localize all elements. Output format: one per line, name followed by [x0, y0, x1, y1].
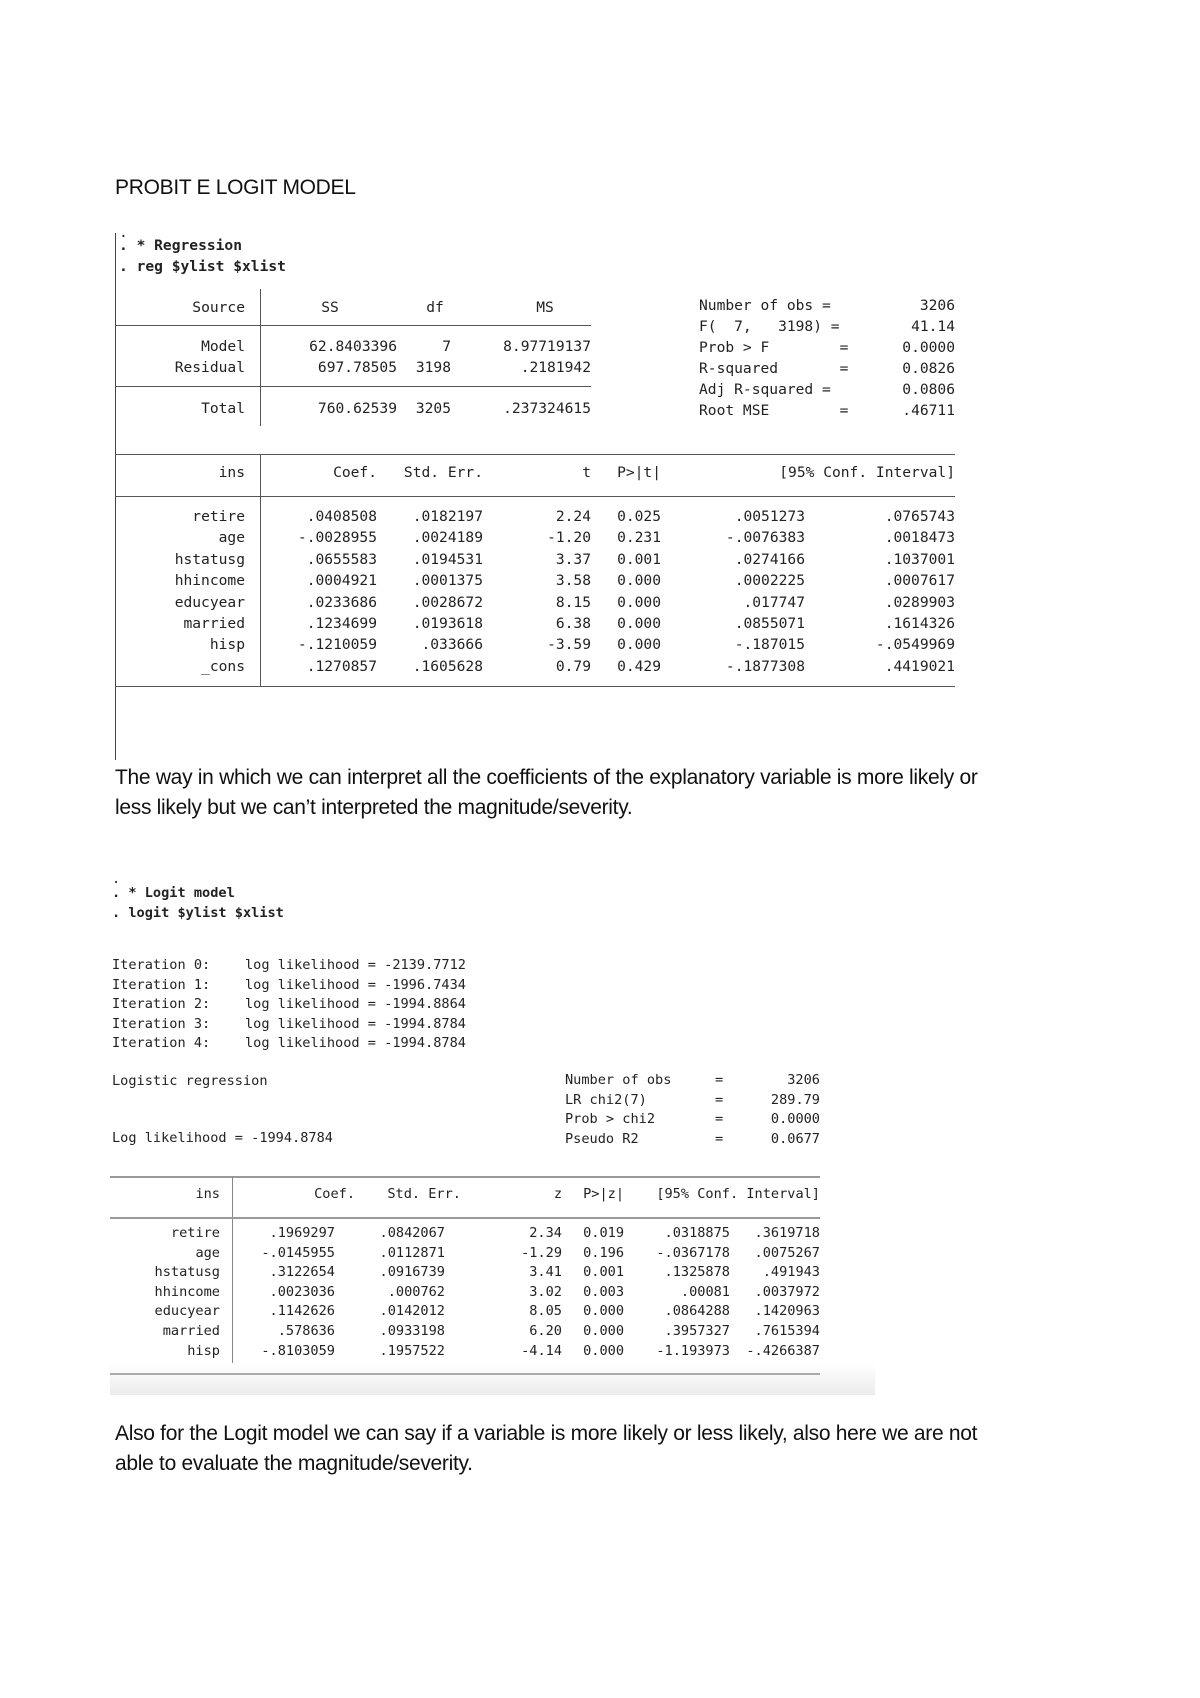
- coef-se: .0842067: [379, 1225, 445, 1241]
- coef-z: 3.02: [529, 1283, 562, 1300]
- iteration-text: log likelihood = -1994.8784: [245, 1035, 466, 1051]
- logit-top-rule: [110, 1176, 820, 1178]
- paragraph-1-line-2: less likely but we can’t interpreted the magnitude/severity.: [115, 796, 633, 819]
- iteration-label: Iteration 4:: [112, 1035, 211, 1051]
- coef-ci-high: .3619718: [754, 1225, 820, 1241]
- logit-vertical-divider: [232, 1177, 233, 1373]
- stat-equals: =: [715, 1072, 724, 1088]
- logit-header-rule: [110, 1217, 820, 1219]
- command-dot: .: [112, 871, 121, 887]
- anova-vertical-divider: [260, 289, 261, 426]
- stat-label: Pseudo R2: [565, 1130, 639, 1147]
- stat-label: Number of obs: [565, 1072, 672, 1088]
- coef-var: hhincome: [154, 1283, 220, 1300]
- coef-var: married: [183, 615, 245, 632]
- stat-equals: =: [715, 1111, 724, 1127]
- logit-output-screenshot: [110, 871, 875, 1395]
- anova-header-source: Source: [192, 299, 245, 316]
- coef-ci-high: .0018473: [884, 529, 955, 547]
- coef-p: 0.000: [583, 1303, 624, 1320]
- logit-comment: . * Logit model: [112, 885, 235, 901]
- anova-ms: 8.97719137: [503, 338, 591, 355]
- coef-p: 0.429: [617, 657, 661, 675]
- coef-ci-low: -.0367178: [656, 1244, 730, 1261]
- coef-ci-low: .1325878: [664, 1264, 730, 1281]
- coef-se: .1605628: [412, 657, 483, 675]
- coef-t: 0.79: [555, 657, 591, 675]
- coef-ci-low: .0274166: [734, 550, 805, 568]
- coef-var: married: [162, 1323, 220, 1339]
- coef-ci-high: .0075267: [754, 1244, 820, 1261]
- iteration-text: log likelihood = -2139.7712: [245, 957, 466, 973]
- iteration-label: Iteration 2:: [112, 996, 211, 1012]
- anova-divider: [115, 325, 591, 326]
- coef-t: 6.38: [555, 615, 591, 632]
- stat-value: 3206: [919, 297, 955, 314]
- coef-top-rule: [115, 454, 955, 455]
- anova-header-ss: SS: [321, 299, 339, 316]
- stat-label: R-squared =: [699, 360, 849, 377]
- coef-ci-low: -1.193973: [656, 1342, 730, 1359]
- coef-bottom-rule: [115, 686, 955, 687]
- coef-se: .0142012: [379, 1303, 445, 1320]
- coef-se: .0024189: [412, 529, 483, 547]
- coef-value: .578636: [277, 1323, 335, 1339]
- coef-p: 0.000: [617, 593, 661, 611]
- anova-source: Residual: [174, 359, 245, 376]
- interpretation-paragraph-2: [115, 1419, 1105, 1479]
- interpretation-paragraph-1: [115, 763, 1105, 823]
- stat-value: 3206: [787, 1072, 820, 1088]
- coef-header-se: Std. Err.: [403, 464, 483, 481]
- coef-ci-high: .1614326: [884, 615, 955, 632]
- coef-value: -.1210059: [297, 636, 377, 654]
- anova-header-ms: MS: [536, 299, 554, 316]
- coef-value: .0233686: [306, 593, 377, 611]
- coef-value: .0004921: [306, 572, 377, 590]
- coef-p: 0.196: [583, 1244, 624, 1261]
- coef-ci-low: .0051273: [734, 508, 805, 525]
- coef-se: .1957522: [379, 1342, 445, 1359]
- logit-command: . logit $ylist $xlist: [112, 905, 284, 921]
- iteration-text: log likelihood = -1994.8784: [245, 1015, 466, 1032]
- coef-p: 0.000: [583, 1342, 624, 1359]
- anova-total-divider: [115, 386, 591, 387]
- coef-ci-high: .1037001: [884, 550, 955, 568]
- iteration-text: log likelihood = -1994.8864: [245, 996, 466, 1012]
- coef-value: -.8103059: [261, 1342, 335, 1359]
- logit-header-se: Std. Err.: [387, 1186, 461, 1202]
- coef-var: retire: [192, 508, 245, 525]
- coef-se: .0182197: [412, 508, 483, 525]
- anova-ms: .2181942: [520, 359, 591, 376]
- coef-var: hisp: [209, 636, 245, 654]
- stat-value: 289.79: [770, 1091, 820, 1108]
- coef-ci-low: .0855071: [734, 615, 805, 632]
- coef-value: .1142626: [269, 1303, 335, 1320]
- coef-se: .0916739: [379, 1264, 445, 1281]
- coef-ci-low: .0318875: [664, 1225, 730, 1241]
- coef-var: _cons: [201, 657, 245, 675]
- logit-header-var: ins: [195, 1186, 220, 1202]
- coef-p: 0.000: [617, 615, 661, 632]
- coef-ci-high: .491943: [762, 1264, 820, 1281]
- coef-ci-high: -.0549969: [875, 636, 955, 654]
- coef-ci-high: .0765743: [884, 508, 955, 525]
- coef-p: 0.019: [583, 1225, 624, 1241]
- stat-label: Adj R-squared =: [699, 381, 831, 398]
- coef-p: 0.000: [617, 636, 661, 654]
- anova-header-df: df: [426, 299, 444, 316]
- coef-se: .033666: [421, 636, 483, 654]
- coef-z: 3.41: [529, 1264, 562, 1281]
- document-heading: PROBIT E LOGIT MODEL: [115, 176, 356, 199]
- paragraph-2-line-1: Also for the Logit model we can say if a variable is more likely or less likely, also here we are not: [115, 1422, 978, 1445]
- coef-value: -.0145955: [261, 1244, 335, 1261]
- coef-header-t: t: [582, 464, 591, 481]
- coef-se: .0194531: [412, 550, 483, 568]
- coef-var: hhincome: [174, 572, 245, 590]
- iteration-label: Iteration 3:: [112, 1015, 211, 1032]
- logit-header-coef: Coef.: [314, 1186, 355, 1202]
- coef-z: -1.29: [521, 1244, 562, 1261]
- paragraph-1-line-1: The way in which we can interpret all the coefficients of the explanatory variable is more likely or: [115, 766, 978, 789]
- coef-t: -3.59: [547, 636, 591, 654]
- anova-df: 3198: [415, 359, 451, 376]
- coef-value: .1969297: [269, 1225, 335, 1241]
- anova-ss: 62.8403396: [309, 338, 397, 355]
- stat-value: 0.0826: [902, 360, 955, 377]
- stat-label: Root MSE =: [699, 402, 849, 419]
- stat-value: 0.0677: [770, 1130, 820, 1147]
- regression-output-screenshot: [115, 224, 955, 760]
- logit-bottom-rule: [110, 1373, 820, 1375]
- coef-var: educyear: [154, 1303, 220, 1320]
- coef-ci-low: .017747: [743, 593, 805, 611]
- coef-se: .0933198: [379, 1323, 445, 1339]
- coef-value: .1270857: [306, 657, 377, 675]
- coef-ci-low: .0864288: [664, 1303, 730, 1320]
- coef-p: 0.025: [617, 508, 661, 525]
- logit-header-z: z: [553, 1186, 562, 1202]
- model-title: Logistic regression: [112, 1073, 268, 1089]
- coef-header-coef: Coef.: [333, 464, 377, 481]
- coef-var: hstatusg: [154, 1264, 220, 1281]
- coef-p: 0.001: [617, 550, 661, 568]
- coef-ci-low: .00081: [680, 1283, 730, 1300]
- coef-ci-low: -.187015: [734, 636, 805, 654]
- stat-value: 0.0000: [902, 339, 955, 356]
- screenshot-bottom-shadow: [110, 1363, 875, 1395]
- logit-header-ci: [95% Conf. Interval]: [656, 1186, 820, 1202]
- coef-ci-high: .0289903: [884, 593, 955, 611]
- coef-p: 0.000: [617, 572, 661, 590]
- anova-total-ss: 760.62539: [317, 400, 397, 417]
- command-dot: .: [119, 224, 128, 241]
- stat-label: F( 7, 3198) =: [699, 318, 840, 335]
- coef-p: 0.000: [583, 1323, 624, 1339]
- coef-value: .0408508: [306, 508, 377, 525]
- iteration-label: Iteration 0:: [112, 957, 211, 973]
- coef-value: .3122654: [269, 1264, 335, 1281]
- coef-ci-high: .0007617: [884, 572, 955, 590]
- log-likelihood: Log likelihood = -1994.8784: [112, 1130, 333, 1146]
- iteration-label: Iteration 1:: [112, 976, 211, 993]
- coef-se: .0028672: [412, 593, 483, 611]
- coef-ci-low: .3957327: [664, 1323, 730, 1339]
- coef-header-ci: [95% Conf. Interval]: [779, 464, 955, 481]
- stat-equals: =: [715, 1091, 724, 1108]
- coef-t: 3.58: [555, 572, 591, 590]
- anova-source: Model: [201, 338, 245, 355]
- coef-se: .0193618: [412, 615, 483, 632]
- coef-ci-low: -.1877308: [725, 657, 805, 675]
- coef-ci-high: .4419021: [884, 657, 955, 675]
- coef-ci-low: -.0076383: [725, 529, 805, 547]
- regression-comment: . * Regression: [119, 237, 243, 254]
- coef-z: -4.14: [521, 1342, 562, 1359]
- regression-command: . reg $ylist $xlist: [119, 258, 286, 275]
- stat-value: 0.0806: [902, 381, 955, 398]
- anova-total-source: Total: [201, 400, 245, 417]
- stat-label: Prob > F =: [699, 339, 849, 356]
- coef-p: 0.003: [583, 1283, 624, 1300]
- coef-ci-high: .7615394: [754, 1323, 820, 1339]
- stat-equals: =: [715, 1130, 724, 1147]
- coef-se: .000762: [387, 1283, 445, 1300]
- coef-se: .0001375: [412, 572, 483, 590]
- stat-label: LR chi2(7): [565, 1091, 647, 1108]
- coef-header-p: P>|t|: [617, 464, 661, 481]
- coef-z: 6.20: [529, 1323, 562, 1339]
- logit-header-p: P>|z|: [583, 1186, 624, 1202]
- stat-value: 0.0000: [770, 1111, 820, 1127]
- anova-df: 7: [442, 338, 451, 355]
- coef-var: hisp: [187, 1342, 220, 1359]
- anova-total-ms: .237324615: [503, 400, 591, 417]
- coef-z: 8.05: [529, 1303, 562, 1320]
- coef-t: 8.15: [555, 593, 591, 611]
- anova-ss: 697.78505: [317, 359, 397, 376]
- stat-value: 41.14: [911, 318, 955, 335]
- stat-label: Number of obs =: [699, 297, 831, 314]
- coef-header-rule: [115, 496, 955, 497]
- stat-value: .46711: [902, 402, 955, 419]
- coef-se: .0112871: [379, 1244, 445, 1261]
- coef-value: .0023036: [269, 1283, 335, 1300]
- coef-ci-high: -.4266387: [746, 1342, 820, 1359]
- stat-label: Prob > chi2: [565, 1111, 656, 1127]
- coef-header-var: ins: [218, 464, 245, 481]
- coef-ci-high: .0037972: [754, 1283, 820, 1300]
- coef-t: 3.37: [555, 550, 591, 568]
- coef-ci-low: .0002225: [734, 572, 805, 590]
- coef-vertical-divider: [260, 454, 261, 687]
- coef-value: .1234699: [306, 615, 377, 632]
- coef-var: retire: [170, 1225, 220, 1241]
- iteration-text: log likelihood = -1996.7434: [245, 976, 466, 993]
- coef-var: age: [195, 1244, 220, 1261]
- coef-z: 2.34: [529, 1225, 562, 1241]
- coef-t: 2.24: [555, 508, 591, 525]
- coef-var: age: [218, 529, 245, 547]
- paragraph-2-line-2: able to evaluate the magnitude/severity.: [115, 1452, 473, 1475]
- coef-t: -1.20: [547, 529, 591, 547]
- coef-ci-high: .1420963: [754, 1303, 820, 1320]
- anova-total-df: 3205: [415, 400, 451, 417]
- coef-value: .0655583: [306, 550, 377, 568]
- coef-var: educyear: [174, 593, 245, 611]
- coef-value: -.0028955: [297, 529, 377, 547]
- coef-var: hstatusg: [174, 550, 245, 568]
- coef-p: 0.001: [583, 1264, 624, 1281]
- coef-p: 0.231: [617, 529, 661, 547]
